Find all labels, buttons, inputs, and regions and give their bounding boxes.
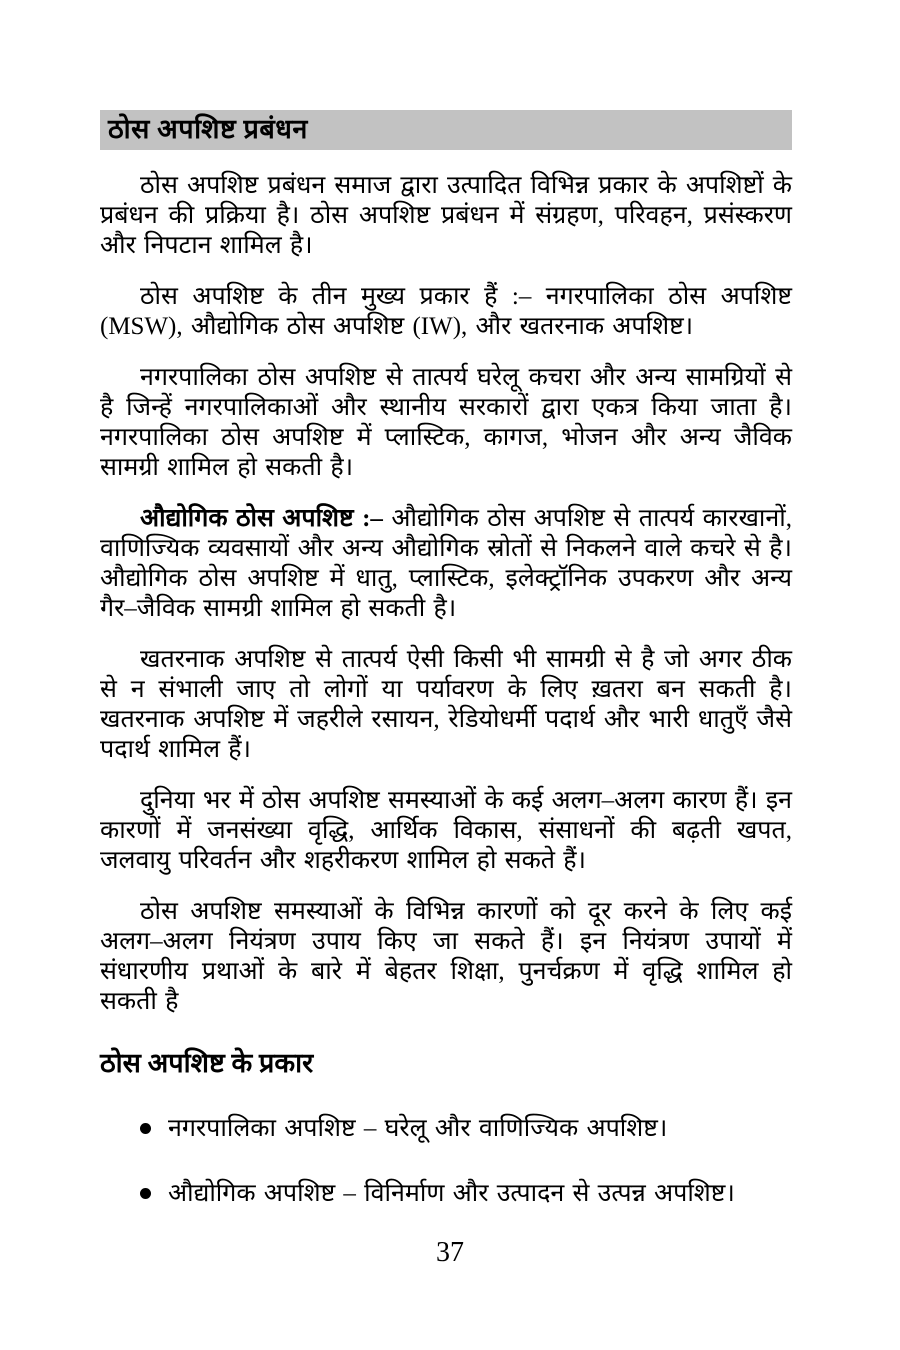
bullet-list [100,1112,792,1210]
list-item-text: औद्योगिक अपशिष्ट – विनिर्माण और उत्पादन से उत्पन्न अपशिष्ट। [168,1180,735,1207]
paragraph: दुनिया भर में ठोस अपशिष्ट समस्याओं के कई अलग–अलग कारण हैं। इन कारणों में जनसंख्या वृद्धि, आर्थिक विकास, संसाधनों की बढ़ती खपत, जलवायु परिवर्तन और शहरीकरण शामिल हो सकते हैं। [100,787,792,874]
paragraph-bold-lead: औद्योगिक ठोस अपशिष्ट :– [140,505,392,532]
body-text [100,171,792,1017]
bullet-icon [140,1123,151,1134]
section-heading: ठोस अपशिष्ट के प्रकार [100,1048,314,1078]
page-number: 37 [436,1237,464,1268]
paragraph: ठोस अपशिष्ट समस्याओं के विभिन्न कारणों को दूर करने के लिए कई अलग–अलग नियंत्रण उपाय किए जा सकते हैं। इन नियंत्रण उपायों में संधारणीय प्रथाओं के बारे में बेहतर शिक्षा, पुनर्चक्रण में वृद्धि शामिल हो सकती है [100,898,792,1015]
page-content [100,110,792,1210]
paragraph: ठोस अपशिष्ट प्रबंधन समाज द्वारा उत्पादित विभिन्न प्रकार के अपशिष्टों के प्रबंधन की प्रक्रिया है। ठोस अपशिष्ट प्रबंधन में संग्रहण, परिवहन, प्रसंस्करण और निपटान शामिल है। [100,172,792,259]
section-title-bar: ठोस अपशिष्ट प्रबंधन [100,110,792,150]
paragraph-text: औद्योगिक ठोस अपशिष्ट से तात्पर्य कारखानों, वाणिज्यिक व्यवसायों और अन्य औद्योगिक स्रोतों से निकलने वाले कचरे से है। औद्योगिक ठोस अपशिष्ट में धातु, प्लास्टिक, इलेक्ट्रॉनिक उपकरण और अन्य गैर–जैविक सामग्री शामिल हो सकती है। [100,505,792,622]
list-item [100,1112,792,1145]
paragraph [100,504,792,624]
paragraph: ठोस अपशिष्ट के तीन मुख्य प्रकार हैं :– नगरपालिका ठोस अपशिष्ट (MSW), औद्योगिक ठोस अपशिष्ट (IW), और खतरनाक अपशिष्ट। [100,283,792,340]
list-item-text: नगरपालिका अपशिष्ट – घरेलू और वाणिज्यिक अपशिष्ट। [168,1115,668,1142]
paragraph: खतरनाक अपशिष्ट से तात्पर्य ऐसी किसी भी सामग्री से है जो अगर ठीक से न संभाली जाए तो लोगों या पर्यावरण के लिए ख़तरा बन सकती है। खतरनाक अपशिष्ट में जहरीले रसायन, रेडियोधर्मी पदार्थ और भारी धातुएँ जैसे पदार्थ शामिल हैं। [100,646,792,763]
bullet-icon [140,1188,151,1199]
paragraph: नगरपालिका ठोस अपशिष्ट से तात्पर्य घरेलू कचरा और अन्य सामग्रियों से है जिन्हें नगरपालिकाओं और स्थानीय सरकारों द्वारा एकत्र किया जाता है। नगरपालिका ठोस अपशिष्ट में प्लास्टिक, कागज, भोजन और अन्य जैविक सामग्री शामिल हो सकती है। [100,364,792,481]
list-item [100,1177,792,1210]
